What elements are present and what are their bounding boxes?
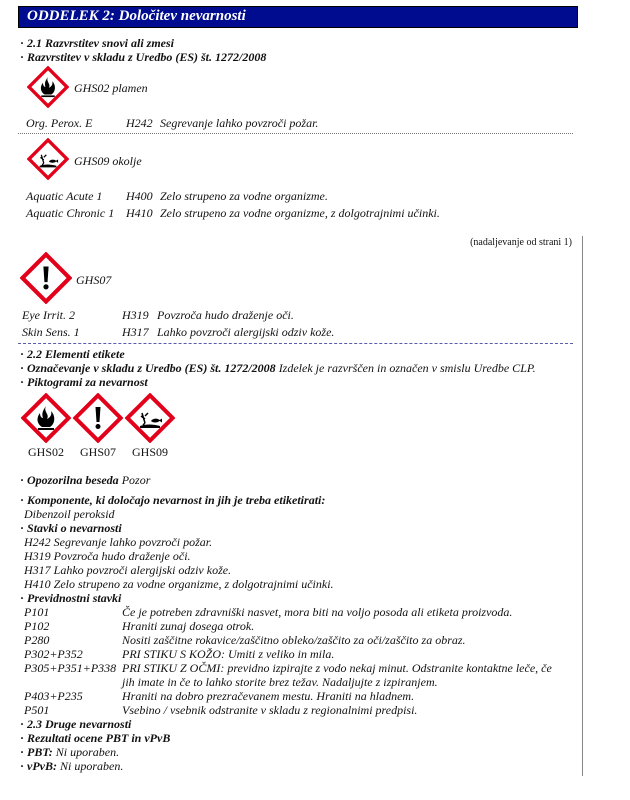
signal-word-line: · Opozorilna beseda Pozor bbox=[20, 473, 151, 487]
ghs07-label: GHS07 bbox=[76, 273, 112, 287]
precaution-code: P102 bbox=[24, 619, 50, 633]
hazard-text: Zelo strupeno za vodne organizme, z dolgotrajnimi učinki. bbox=[160, 206, 440, 220]
labelling-line: · Označevanje v skladu z Uredbo (ES) št. 1272/2008 Izdelek je razvrščen in označen v smislu Uredbe CLP. bbox=[20, 361, 536, 375]
hazard-text: Povzroča hudo draženje oči. bbox=[157, 308, 294, 322]
hazard-class: Skin Sens. 1 bbox=[22, 325, 80, 339]
section-title: ODDELEK 2: Določitev nevarnosti bbox=[27, 8, 246, 24]
section-2-2-heading: · 2.2 Elementi etikete bbox=[20, 347, 125, 361]
section-2-1-heading: · 2.1 Razvrstitev snovi ali zmesi bbox=[20, 36, 175, 50]
precaution-code: P280 bbox=[24, 633, 50, 647]
precaution-code: P403+P235 bbox=[24, 689, 83, 703]
section-header bbox=[18, 6, 578, 28]
hazard-code: H410 bbox=[126, 206, 153, 220]
hazard-statements-heading: · Stavki o nevarnosti bbox=[20, 521, 122, 535]
hazard-statement: H319 Povzroča hudo draženje oči. bbox=[24, 549, 191, 563]
flame-icon bbox=[21, 393, 71, 443]
precaution-text: PRI STIKU S KOŽO: Umiti z veliko in mila. bbox=[122, 647, 335, 661]
hazard-class: Aquatic Acute 1 bbox=[26, 189, 103, 203]
precaution-text: Vsebino / vsebnik odstranite v skladu z regionalnimi predpisi. bbox=[122, 703, 418, 717]
precaution-text: Če je potreben zdravniški nasvet, mora biti na voljo posoda ali etiketa proizvoda. bbox=[122, 605, 513, 619]
ghs02-label: GHS02 plamen bbox=[74, 81, 148, 95]
precaution-code: P302+P352 bbox=[24, 647, 83, 661]
precaution-text: Hraniti zunaj dosega otrok. bbox=[122, 619, 255, 633]
hazard-class: Org. Perox. E bbox=[26, 116, 93, 130]
vpvb-line: · vPvB: Ni uporaben. bbox=[20, 759, 124, 773]
hazard-code: H400 bbox=[126, 189, 153, 203]
flame-icon bbox=[27, 66, 69, 108]
pictogram-caption: GHS07 bbox=[80, 445, 117, 459]
pbt-heading: · Rezultati ocene PBT in vPvB bbox=[20, 731, 171, 745]
section-2-3-heading: · 2.3 Druge nevarnosti bbox=[20, 717, 132, 731]
components-heading: · Komponente, ki določajo nevarnost in jih je treba etiketirati: bbox=[20, 493, 326, 507]
dashed-divider bbox=[18, 343, 573, 344]
dotted-divider bbox=[18, 133, 573, 134]
hazard-code: H317 bbox=[122, 325, 149, 339]
hazard-statement: H242 Segrevanje lahko povzroči požar. bbox=[24, 535, 213, 549]
hazard-text: Zelo strupeno za vodne organizme. bbox=[160, 189, 328, 203]
pictogram-caption: GHS09 bbox=[132, 445, 169, 459]
precaution-text: PRI STIKU Z OČMI: previdno izpirajte z vodo nekaj minut. Odstranite kontaktne leče, če bbox=[122, 661, 552, 675]
precaution-text: Hraniti na dobro prezračevanem mestu. Hraniti na hladnem. bbox=[122, 689, 415, 703]
hazard-class: Aquatic Chronic 1 bbox=[26, 206, 115, 220]
hazard-class: Eye Irrit. 2 bbox=[22, 308, 75, 322]
hazard-text: Segrevanje lahko povzroči požar. bbox=[160, 116, 319, 130]
precaution-code: P501 bbox=[24, 703, 50, 717]
pictograms-heading: · Piktogrami za nevarnost bbox=[20, 375, 148, 389]
precautionary-heading: · Previdnostni stavki bbox=[20, 591, 122, 605]
hazard-code: H319 bbox=[122, 308, 149, 322]
precaution-text: jih imate in če to lahko storite brez težav. Nadaljujte z izpiranjem. bbox=[122, 675, 438, 689]
hazard-statement: H317 Lahko povzroči alergijski odziv kože. bbox=[24, 563, 232, 577]
page-margin-line bbox=[582, 236, 583, 776]
pbt-line: · PBT: Ni uporaben. bbox=[20, 745, 120, 759]
exclamation-icon bbox=[73, 393, 123, 443]
hazard-statement: H410 Zelo strupeno za vodne organizme, z dolgotrajnimi učinki. bbox=[24, 577, 334, 591]
hazard-text: Lahko povzroči alergijski odziv kože. bbox=[157, 325, 335, 339]
precaution-text: Nositi zaščitne rokavice/zaščitno obleko/zaščito za oči/zaščito za obraz. bbox=[122, 633, 466, 647]
environment-icon bbox=[27, 138, 69, 180]
precaution-code: P305+P351+P338 bbox=[24, 661, 117, 675]
continuation-note: (nadaljevanje od strani 1) bbox=[470, 237, 572, 248]
classification-subheading: · Razvrstitev v skladu z Uredbo (ES) št. 1272/2008 bbox=[20, 50, 267, 64]
pictogram-caption: GHS02 bbox=[28, 445, 65, 459]
exclamation-icon bbox=[20, 252, 72, 304]
hazard-code: H242 bbox=[126, 116, 153, 130]
ghs09-label: GHS09 okolje bbox=[74, 154, 142, 168]
precaution-code: P101 bbox=[24, 605, 50, 619]
environment-icon bbox=[125, 393, 175, 443]
component-name: Dibenzoil peroksid bbox=[24, 507, 115, 521]
